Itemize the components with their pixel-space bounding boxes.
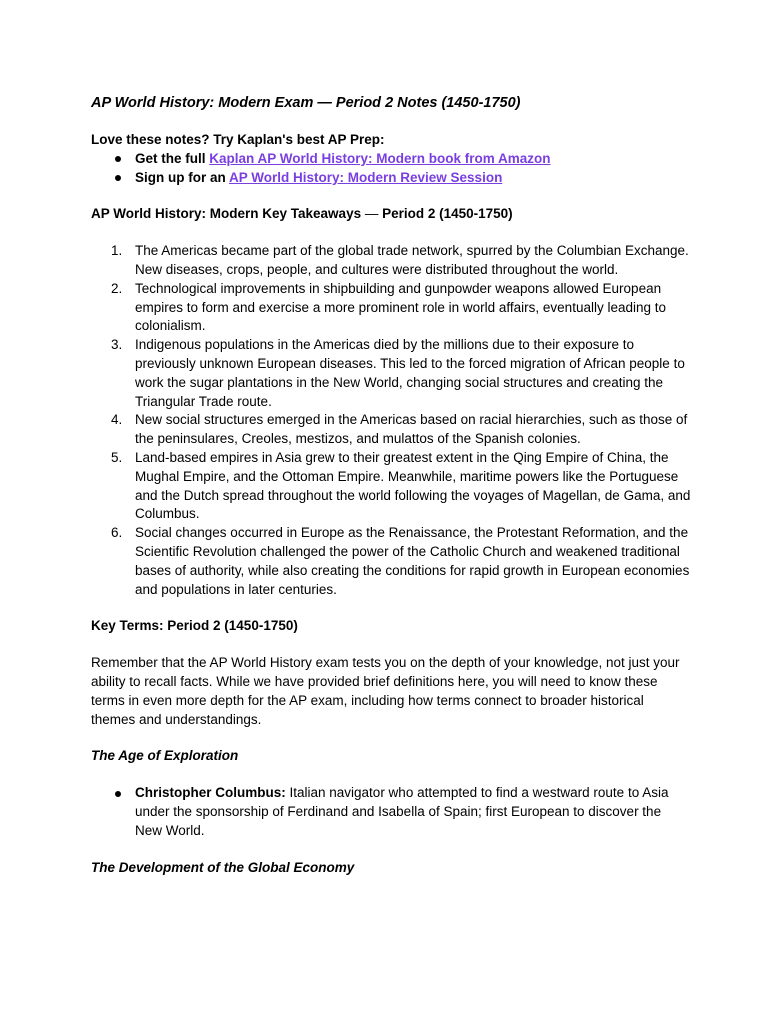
- term-definition: Italian navigator who attempted to find a westward route to Asia under the sponsorship of Ferdinand and Isabella of Spain; first European to discover the New World.: [135, 785, 669, 838]
- key-terms-intro: Remember that the AP World History exam tests you on the depth of your knowledge, not just your ability to recall facts. While we have provided brief definitions here, you will need to know these terms in even more depth for the AP exam, including how terms connect to broader historical themes and understandings.: [91, 655, 680, 727]
- list-item-text: The Americas became part of the global trade network, spurred by the Columbian Exchange. New diseases, crops, people, and cultures were distributed throughout the world.: [135, 243, 689, 277]
- list-item-number: 5.: [111, 449, 123, 465]
- section-title-age-of-exploration: The Age of Exploration: [91, 748, 239, 764]
- promo-intro: Love these notes? Try Kaplan's best AP Prep:: [91, 132, 385, 147]
- promo-item-prefix: Sign up for an: [135, 169, 229, 185]
- promo-list: [91, 150, 691, 188]
- list-item-number: 3.: [111, 337, 123, 353]
- section-title-global-economy: The Development of the Global Economy: [91, 859, 355, 875]
- list-item-number: 2.: [111, 280, 123, 296]
- list-item: [91, 411, 691, 449]
- list-item: [91, 242, 691, 280]
- takeaways-heading: [91, 205, 691, 224]
- promo-item-session: [91, 169, 691, 188]
- amazon-book-link[interactable]: Kaplan AP World History: Modern book from Amazon: [209, 150, 551, 166]
- list-item-text: Indigenous populations in the Americas died by the millions due to their exposure to previously unknown European diseases. This led to the forced migration of African people to work the sugar plantations in the New World, changing social structures and creating the Triangular Trade route.: [135, 337, 685, 409]
- takeaways-heading-part2: Period 2 (1450-1750): [382, 206, 513, 222]
- list-item-number: 1.: [111, 243, 123, 259]
- takeaways-heading-part1: AP World History: Modern Key Takeaways: [91, 206, 362, 222]
- term-name: Christopher Columbus:: [135, 785, 286, 801]
- document-title: AP World History: Modern Exam — Period 2 Notes (1450-1750): [91, 95, 521, 111]
- list-item: [91, 336, 691, 411]
- list-item: [91, 280, 691, 336]
- promo-item-prefix: Get the full: [135, 150, 210, 166]
- document-page: [91, 93, 691, 877]
- term-item: [91, 784, 691, 840]
- list-item-number: 6.: [111, 525, 123, 541]
- list-item-text: Technological improvements in shipbuilding and gunpowder weapons allowed European empires to form and exercise a more prominent role in world affairs, eventually leading to colonialism.: [135, 280, 667, 334]
- list-item-text: Land-based empires in Asia grew to their greatest extent in the Qing Empire of China, the Mughal Empire, and the Ottoman Empire. Meanwhile, maritime powers like the Portuguese and the Dutch spread throughout the world following the voyages of Magellan, de Gama, and Columbus.: [135, 449, 691, 522]
- list-item-number: 4.: [111, 412, 123, 428]
- takeaways-list: [91, 242, 691, 599]
- review-session-link[interactable]: AP World History: Modern Review Session: [229, 169, 503, 185]
- key-terms-heading: Key Terms: Period 2 (1450-1750): [91, 618, 298, 634]
- promo-item-book: [91, 150, 691, 169]
- list-item: [91, 449, 691, 524]
- list-item-text: New social structures emerged in the Americas based on racial hierarchies, such as those of the peninsulares, Creoles, mestizos, and mulattos of the Spanish colonies.: [135, 412, 688, 447]
- list-item-text: Social changes occurred in Europe as the Renaissance, the Protestant Reformation, and the Scientific Revolution challenged the power of the Catholic Church and weakened traditional bases of authority, while also creating the conditions for rapid growth in European economies and populations in later centuries.: [135, 525, 690, 597]
- list-item: [91, 524, 691, 599]
- takeaways-heading-separator: —: [361, 206, 383, 222]
- terms-list: [91, 784, 691, 840]
